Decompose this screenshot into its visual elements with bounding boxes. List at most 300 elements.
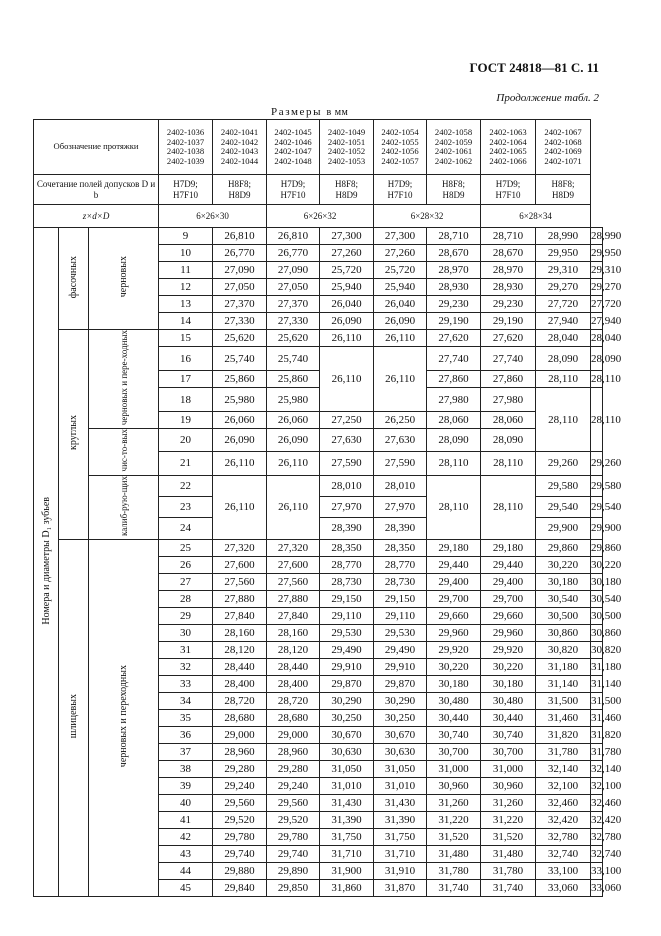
diameter-value: 31,460 xyxy=(536,709,591,726)
tooth-number: 43 xyxy=(159,845,213,862)
diameter-value: 29,870 xyxy=(374,675,427,692)
diameter-value: 28,010 xyxy=(320,475,374,496)
designation-code: 2402-1037 xyxy=(166,136,205,147)
diameter-value: 33,100 xyxy=(536,862,591,879)
chernovye-i-perehodnye-label xyxy=(89,539,159,896)
diameter-value: 28,400 xyxy=(267,675,320,692)
diameter-value: 26,090 xyxy=(213,429,267,452)
diameter-value: 27,880 xyxy=(267,590,320,607)
broach-dimensions-table xyxy=(33,119,622,897)
tolerance-value: H7F10 xyxy=(280,189,306,200)
designation-cell xyxy=(320,120,374,175)
tooth-number: 9 xyxy=(159,228,213,245)
diameter-value: 27,720 xyxy=(591,296,603,313)
diameter-value: 29,260 xyxy=(536,452,591,475)
diameter-value: 28,960 xyxy=(267,743,320,760)
diameter-value: 25,940 xyxy=(320,279,374,296)
diameter-value: 27,600 xyxy=(213,556,267,573)
diameter-value: 27,630 xyxy=(320,429,374,452)
diameter-value: 28,930 xyxy=(427,279,481,296)
tolerance-value: H7F10 xyxy=(387,189,413,200)
diameter-value: 28,060 xyxy=(481,412,536,429)
diameter-value: 28,110 xyxy=(427,475,481,539)
diameter-value: 31,010 xyxy=(374,777,427,794)
diameter-value: 31,220 xyxy=(427,811,481,828)
designation-code: 2402-1054 xyxy=(381,127,419,137)
diameter-value: 31,710 xyxy=(320,845,374,862)
diameter-value: 29,900 xyxy=(536,518,591,539)
designation-code: 2402-1041 xyxy=(220,127,259,137)
diameter-value: 26,110 xyxy=(374,330,427,347)
shlitsevye-label-text: шлицевых xyxy=(68,693,79,739)
diameter-value: 29,530 xyxy=(374,624,427,641)
diameter-value: 27,940 xyxy=(591,313,603,330)
tooth-number: 39 xyxy=(159,777,213,794)
diameter-value: 30,290 xyxy=(320,692,374,709)
diameter-value: 30,670 xyxy=(320,726,374,743)
tooth-number: 30 xyxy=(159,624,213,641)
tooth-number: 18 xyxy=(159,388,213,412)
diameter-value: 31,180 xyxy=(591,658,603,675)
diameter-value: 29,910 xyxy=(320,658,374,675)
diameter-value: 30,220 xyxy=(536,556,591,573)
diameter-value: 28,390 xyxy=(320,518,374,539)
diameter-value: 30,540 xyxy=(591,590,603,607)
diameter-value: 27,630 xyxy=(374,429,427,452)
designation-code: 2402-1047 xyxy=(274,146,312,156)
diameter-value: 29,560 xyxy=(213,794,267,811)
diameter-value: 27,260 xyxy=(320,245,374,262)
diameter-value: 27,600 xyxy=(267,556,320,573)
tolerance-value: H8F8; xyxy=(228,178,252,189)
diameter-value: 32,740 xyxy=(591,845,603,862)
designation-code: 2402-1038 xyxy=(166,146,205,156)
diameter-value: 26,110 xyxy=(267,452,320,475)
diameter-value: 30,670 xyxy=(374,726,427,743)
diameter-value: 26,040 xyxy=(320,296,374,313)
table-row xyxy=(34,330,603,347)
diameter-value: 31,900 xyxy=(320,862,374,879)
diameter-value: 27,620 xyxy=(481,330,536,347)
diameter-value: 31,780 xyxy=(536,743,591,760)
diameter-value: 31,740 xyxy=(481,879,536,896)
diameter-value: 31,710 xyxy=(374,845,427,862)
diameter-value: 29,780 xyxy=(213,828,267,845)
diameter-value: 28,680 xyxy=(267,709,320,726)
kalibruyushchie-label-text: калиб-рую-щих xyxy=(118,475,129,536)
chernovye-perehodnye-label xyxy=(89,330,159,429)
diameter-value: 27,720 xyxy=(536,296,591,313)
chernovye-perehodnye-label-text: черновых и пере-ходных xyxy=(118,330,129,426)
diameter-value: 29,900 xyxy=(591,518,603,539)
diameter-value: 30,820 xyxy=(591,641,603,658)
diameter-value: 25,980 xyxy=(267,388,320,412)
diameter-value: 27,980 xyxy=(481,388,536,412)
diameter-value: 29,920 xyxy=(481,641,536,658)
diameter-value: 28,440 xyxy=(267,658,320,675)
diameter-value: 27,050 xyxy=(213,279,267,296)
diameter-value: 26,110 xyxy=(374,347,427,412)
diameter-value: 28,110 xyxy=(591,371,603,388)
diameter-value: 28,110 xyxy=(536,388,591,452)
designation-code: 2402-1071 xyxy=(544,155,582,166)
diameter-value: 29,840 xyxy=(213,879,267,896)
tolerance-cell xyxy=(213,175,267,205)
diameter-value: 28,040 xyxy=(591,330,603,347)
diameter-value: 31,460 xyxy=(591,709,603,726)
diameter-value: 26,770 xyxy=(213,245,267,262)
diameter-value: 27,560 xyxy=(267,573,320,590)
diameter-value: 26,110 xyxy=(320,330,374,347)
tooth-number: 23 xyxy=(159,496,213,517)
tolerance-value: H7D9; xyxy=(280,178,306,189)
tooth-number: 34 xyxy=(159,692,213,709)
designation-code: 2402-1056 xyxy=(381,146,419,156)
tolerance-value: H7D9; xyxy=(173,178,198,189)
diameter-value: 28,160 xyxy=(267,624,320,641)
tooth-number: 22 xyxy=(159,475,213,496)
diameter-value: 29,110 xyxy=(374,607,427,624)
designation-code: 2402-1052 xyxy=(327,146,366,156)
fasochnye-label xyxy=(59,228,89,330)
designation-code: 2402-1053 xyxy=(327,155,366,166)
diameter-value: 29,540 xyxy=(591,496,603,517)
diameter-value: 31,480 xyxy=(427,845,481,862)
diameter-value: 27,980 xyxy=(427,388,481,412)
designation-code: 2402-1069 xyxy=(544,146,582,156)
diameter-value: 29,960 xyxy=(427,624,481,641)
diameter-value: 29,740 xyxy=(267,845,320,862)
diameter-value: 28,440 xyxy=(213,658,267,675)
diameter-value: 27,330 xyxy=(213,313,267,330)
diameter-value: 26,110 xyxy=(267,475,320,539)
diameter-value: 30,440 xyxy=(481,709,536,726)
kruglye-label-text: круглых xyxy=(68,415,79,451)
designation-cell xyxy=(159,120,213,175)
diameter-value: 29,700 xyxy=(427,590,481,607)
diameter-value: 31,140 xyxy=(536,675,591,692)
chernovye-label xyxy=(89,228,159,330)
diameter-value: 28,160 xyxy=(213,624,267,641)
diameter-value: 33,060 xyxy=(591,879,603,896)
tooth-number: 37 xyxy=(159,743,213,760)
tooth-number: 42 xyxy=(159,828,213,845)
diameter-value: 31,520 xyxy=(427,828,481,845)
tolerance-cell xyxy=(374,175,427,205)
diameter-value: 30,960 xyxy=(427,777,481,794)
diameter-value: 29,190 xyxy=(481,313,536,330)
diameter-value: 26,110 xyxy=(213,452,267,475)
diameter-value: 29,000 xyxy=(213,726,267,743)
diameter-value: 30,820 xyxy=(536,641,591,658)
table-continuation-note: Продолжение табл. 2 xyxy=(496,92,599,104)
table-row xyxy=(34,429,603,452)
diameter-value: 28,970 xyxy=(427,262,481,279)
diameter-value: 28,090 xyxy=(427,429,481,452)
tolerance-cell xyxy=(159,175,213,205)
chistovye-label-text: чис-то-вых xyxy=(118,429,129,472)
tooth-number: 40 xyxy=(159,794,213,811)
diameter-value: 25,740 xyxy=(267,347,320,371)
diameter-value: 28,670 xyxy=(427,245,481,262)
diameter-value: 28,010 xyxy=(374,475,427,496)
diameter-value: 27,300 xyxy=(374,228,427,245)
diameter-value: 28,350 xyxy=(374,539,427,556)
dims-cell: 6×28×32 xyxy=(374,205,481,228)
diameter-value: 28,090 xyxy=(481,429,536,452)
designation-cell xyxy=(374,120,427,175)
diameter-value: 27,370 xyxy=(213,296,267,313)
diameter-value: 30,960 xyxy=(481,777,536,794)
diameter-value: 28,990 xyxy=(591,228,603,245)
diameter-value: 32,140 xyxy=(591,760,603,777)
diameter-value: 29,890 xyxy=(267,862,320,879)
diameter-value: 27,620 xyxy=(427,330,481,347)
diameter-value: 28,110 xyxy=(427,452,481,475)
diameter-value: 29,240 xyxy=(267,777,320,794)
diameter-value: 30,630 xyxy=(374,743,427,760)
diameter-value: 27,740 xyxy=(427,347,481,371)
diameter-value: 31,750 xyxy=(374,828,427,845)
diameter-value: 28,930 xyxy=(481,279,536,296)
diameter-value: 27,090 xyxy=(213,262,267,279)
tolerance-header: Сочетание полей допусков D и b xyxy=(34,175,159,205)
diameter-value: 26,810 xyxy=(267,228,320,245)
diameter-value: 27,590 xyxy=(374,452,427,475)
diameter-value: 29,520 xyxy=(267,811,320,828)
diameter-value: 29,180 xyxy=(427,539,481,556)
diameter-value: 28,400 xyxy=(213,675,267,692)
diameter-value: 28,710 xyxy=(427,228,481,245)
tooth-number: 38 xyxy=(159,760,213,777)
diameter-value: 30,440 xyxy=(427,709,481,726)
diameter-value: 30,500 xyxy=(536,607,591,624)
diameter-value: 27,330 xyxy=(267,313,320,330)
diameter-value: 27,880 xyxy=(213,590,267,607)
tooth-number: 20 xyxy=(159,429,213,452)
diameter-value: 33,100 xyxy=(591,862,603,879)
diameter-value: 25,860 xyxy=(267,371,320,388)
diameter-value: 28,960 xyxy=(213,743,267,760)
diameter-value: 29,280 xyxy=(267,760,320,777)
tolerance-value: H8D9 xyxy=(228,189,251,200)
table-row xyxy=(34,475,603,496)
tolerance-cell xyxy=(427,175,481,205)
designation-code: 2402-1063 xyxy=(489,127,527,137)
designation-code: 2402-1051 xyxy=(327,136,366,147)
diameter-value: 25,860 xyxy=(213,371,267,388)
diameter-value: 28,110 xyxy=(481,475,536,539)
diameter-value: 30,220 xyxy=(591,556,603,573)
diameter-value: 28,390 xyxy=(374,518,427,539)
sizes-caption-unit: в мм xyxy=(326,107,349,118)
diameter-value: 26,040 xyxy=(374,296,427,313)
tooth-number: 32 xyxy=(159,658,213,675)
dims-cell: 6×26×32 xyxy=(267,205,374,228)
diameter-value: 29,400 xyxy=(427,573,481,590)
diameter-value: 31,000 xyxy=(481,760,536,777)
diameter-value: 29,150 xyxy=(320,590,374,607)
diameter-value: 28,770 xyxy=(374,556,427,573)
tooth-number: 13 xyxy=(159,296,213,313)
diameter-value: 28,730 xyxy=(374,573,427,590)
diameter-value: 27,970 xyxy=(374,496,427,517)
diameter-value: 28,040 xyxy=(536,330,591,347)
diameter-value: 27,260 xyxy=(374,245,427,262)
diameter-value: 31,500 xyxy=(536,692,591,709)
diameter-value: 25,740 xyxy=(213,347,267,371)
diameter-value: 29,860 xyxy=(591,539,603,556)
diameter-value: 30,740 xyxy=(427,726,481,743)
tolerance-value: H8D9 xyxy=(442,189,465,200)
diameter-value: 29,870 xyxy=(320,675,374,692)
tolerance-cell xyxy=(481,175,536,205)
diameter-value: 30,220 xyxy=(481,658,536,675)
diameter-value: 30,700 xyxy=(427,743,481,760)
diameter-value: 32,140 xyxy=(536,760,591,777)
diameter-value: 26,060 xyxy=(267,412,320,429)
diameter-value: 27,970 xyxy=(320,496,374,517)
tolerance-value: H8D9 xyxy=(552,189,575,200)
diameter-value: 30,180 xyxy=(591,573,603,590)
diameter-value: 31,870 xyxy=(374,879,427,896)
diameter-value: 31,140 xyxy=(591,675,603,692)
diameter-value: 26,090 xyxy=(267,429,320,452)
diameter-value: 26,090 xyxy=(374,313,427,330)
diameter-value: 31,910 xyxy=(374,862,427,879)
diameter-value: 32,460 xyxy=(591,794,603,811)
designation-code: 2402-1068 xyxy=(544,136,582,147)
diameter-value: 27,320 xyxy=(213,539,267,556)
kruglye-label xyxy=(59,330,89,540)
designation-code: 2402-1067 xyxy=(544,127,582,137)
diameter-value: 32,420 xyxy=(536,811,591,828)
tolerance-value: H7D9; xyxy=(387,178,413,189)
diameter-value: 30,220 xyxy=(427,658,481,675)
tolerance-value: H7F10 xyxy=(173,189,199,200)
diameter-value: 31,430 xyxy=(320,794,374,811)
diameter-value: 28,990 xyxy=(536,228,591,245)
diameter-value: 31,820 xyxy=(536,726,591,743)
diameter-value: 28,670 xyxy=(481,245,536,262)
designation-code: 2402-1036 xyxy=(166,127,205,137)
dims-row xyxy=(34,205,603,228)
diameter-value: 29,880 xyxy=(213,862,267,879)
diameter-value: 31,220 xyxy=(481,811,536,828)
table-row xyxy=(34,539,603,556)
sizes-caption xyxy=(271,106,348,118)
diameter-value: 32,100 xyxy=(536,777,591,794)
diameter-value: 29,700 xyxy=(481,590,536,607)
designation-cell xyxy=(213,120,267,175)
diameter-value: 27,320 xyxy=(267,539,320,556)
tolerance-value: H7F10 xyxy=(495,189,521,200)
tooth-number: 17 xyxy=(159,371,213,388)
tooth-number: 16 xyxy=(159,347,213,371)
shlitsevye-label xyxy=(59,539,89,896)
tooth-number: 19 xyxy=(159,412,213,429)
diameter-value: 29,190 xyxy=(427,313,481,330)
sizes-caption-title: Размеры xyxy=(271,106,323,118)
diameter-value: 29,000 xyxy=(267,726,320,743)
diameter-value: 31,750 xyxy=(320,828,374,845)
diameter-value: 29,660 xyxy=(481,607,536,624)
diameter-value: 28,710 xyxy=(481,228,536,245)
designation-code: 2402-1064 xyxy=(489,136,527,147)
diameter-value: 28,090 xyxy=(536,347,591,371)
diameter-value: 25,720 xyxy=(320,262,374,279)
diameter-value: 29,310 xyxy=(536,262,591,279)
diameter-value: 29,910 xyxy=(374,658,427,675)
diameter-value: 29,560 xyxy=(267,794,320,811)
diameter-value: 28,120 xyxy=(213,641,267,658)
diameter-value: 32,780 xyxy=(591,828,603,845)
diameter-value: 32,780 xyxy=(536,828,591,845)
diameter-value: 29,180 xyxy=(481,539,536,556)
diameter-value: 29,490 xyxy=(374,641,427,658)
dims-header: z×d×D xyxy=(34,205,159,228)
diameter-value: 29,150 xyxy=(374,590,427,607)
diameter-value: 31,000 xyxy=(427,760,481,777)
diameter-value: 29,230 xyxy=(481,296,536,313)
diameter-value: 30,180 xyxy=(481,675,536,692)
designation-code: 2402-1039 xyxy=(166,155,205,166)
diameter-value: 27,370 xyxy=(267,296,320,313)
diameter-value: 29,780 xyxy=(267,828,320,845)
diameter-value: 28,090 xyxy=(591,347,603,371)
diameter-value: 31,010 xyxy=(320,777,374,794)
tooth-number: 11 xyxy=(159,262,213,279)
diameter-value: 29,960 xyxy=(481,624,536,641)
tooth-number: 44 xyxy=(159,862,213,879)
tooth-number: 26 xyxy=(159,556,213,573)
diameter-value: 29,740 xyxy=(213,845,267,862)
designation-code: 2402-1059 xyxy=(434,136,473,147)
tooth-number: 28 xyxy=(159,590,213,607)
fasochnye-label-text: фасочных xyxy=(68,255,79,299)
diameter-value: 31,390 xyxy=(320,811,374,828)
diameter-value: 30,540 xyxy=(536,590,591,607)
diameter-value: 29,850 xyxy=(267,879,320,896)
chernovye-label-text: черновых xyxy=(118,256,130,298)
diameter-value: 30,860 xyxy=(591,624,603,641)
diameter-value: 27,860 xyxy=(481,371,536,388)
diameter-value: 29,310 xyxy=(591,262,603,279)
diameter-value: 31,050 xyxy=(374,760,427,777)
diameter-value: 27,090 xyxy=(267,262,320,279)
kalibruyushchie-label xyxy=(89,475,159,539)
designation-code: 2402-1055 xyxy=(381,136,419,147)
diameter-value: 29,110 xyxy=(320,607,374,624)
diameter-value: 29,400 xyxy=(481,573,536,590)
tooth-number: 12 xyxy=(159,279,213,296)
diameter-value: 29,440 xyxy=(481,556,536,573)
diameter-value: 29,950 xyxy=(591,245,603,262)
diameter-value: 27,840 xyxy=(213,607,267,624)
diameter-value: 26,770 xyxy=(267,245,320,262)
designation-cell xyxy=(267,120,320,175)
tooth-number: 45 xyxy=(159,879,213,896)
diameter-value: 25,720 xyxy=(374,262,427,279)
tooth-number: 41 xyxy=(159,811,213,828)
diameter-value: 32,100 xyxy=(591,777,603,794)
designation-code: 2402-1058 xyxy=(434,127,473,137)
diameter-value: 32,420 xyxy=(591,811,603,828)
diameter-value: 27,860 xyxy=(427,371,481,388)
diameter-value: 29,270 xyxy=(536,279,591,296)
designation-code: 2402-1061 xyxy=(434,146,473,156)
diameter-value: 27,250 xyxy=(320,412,374,429)
